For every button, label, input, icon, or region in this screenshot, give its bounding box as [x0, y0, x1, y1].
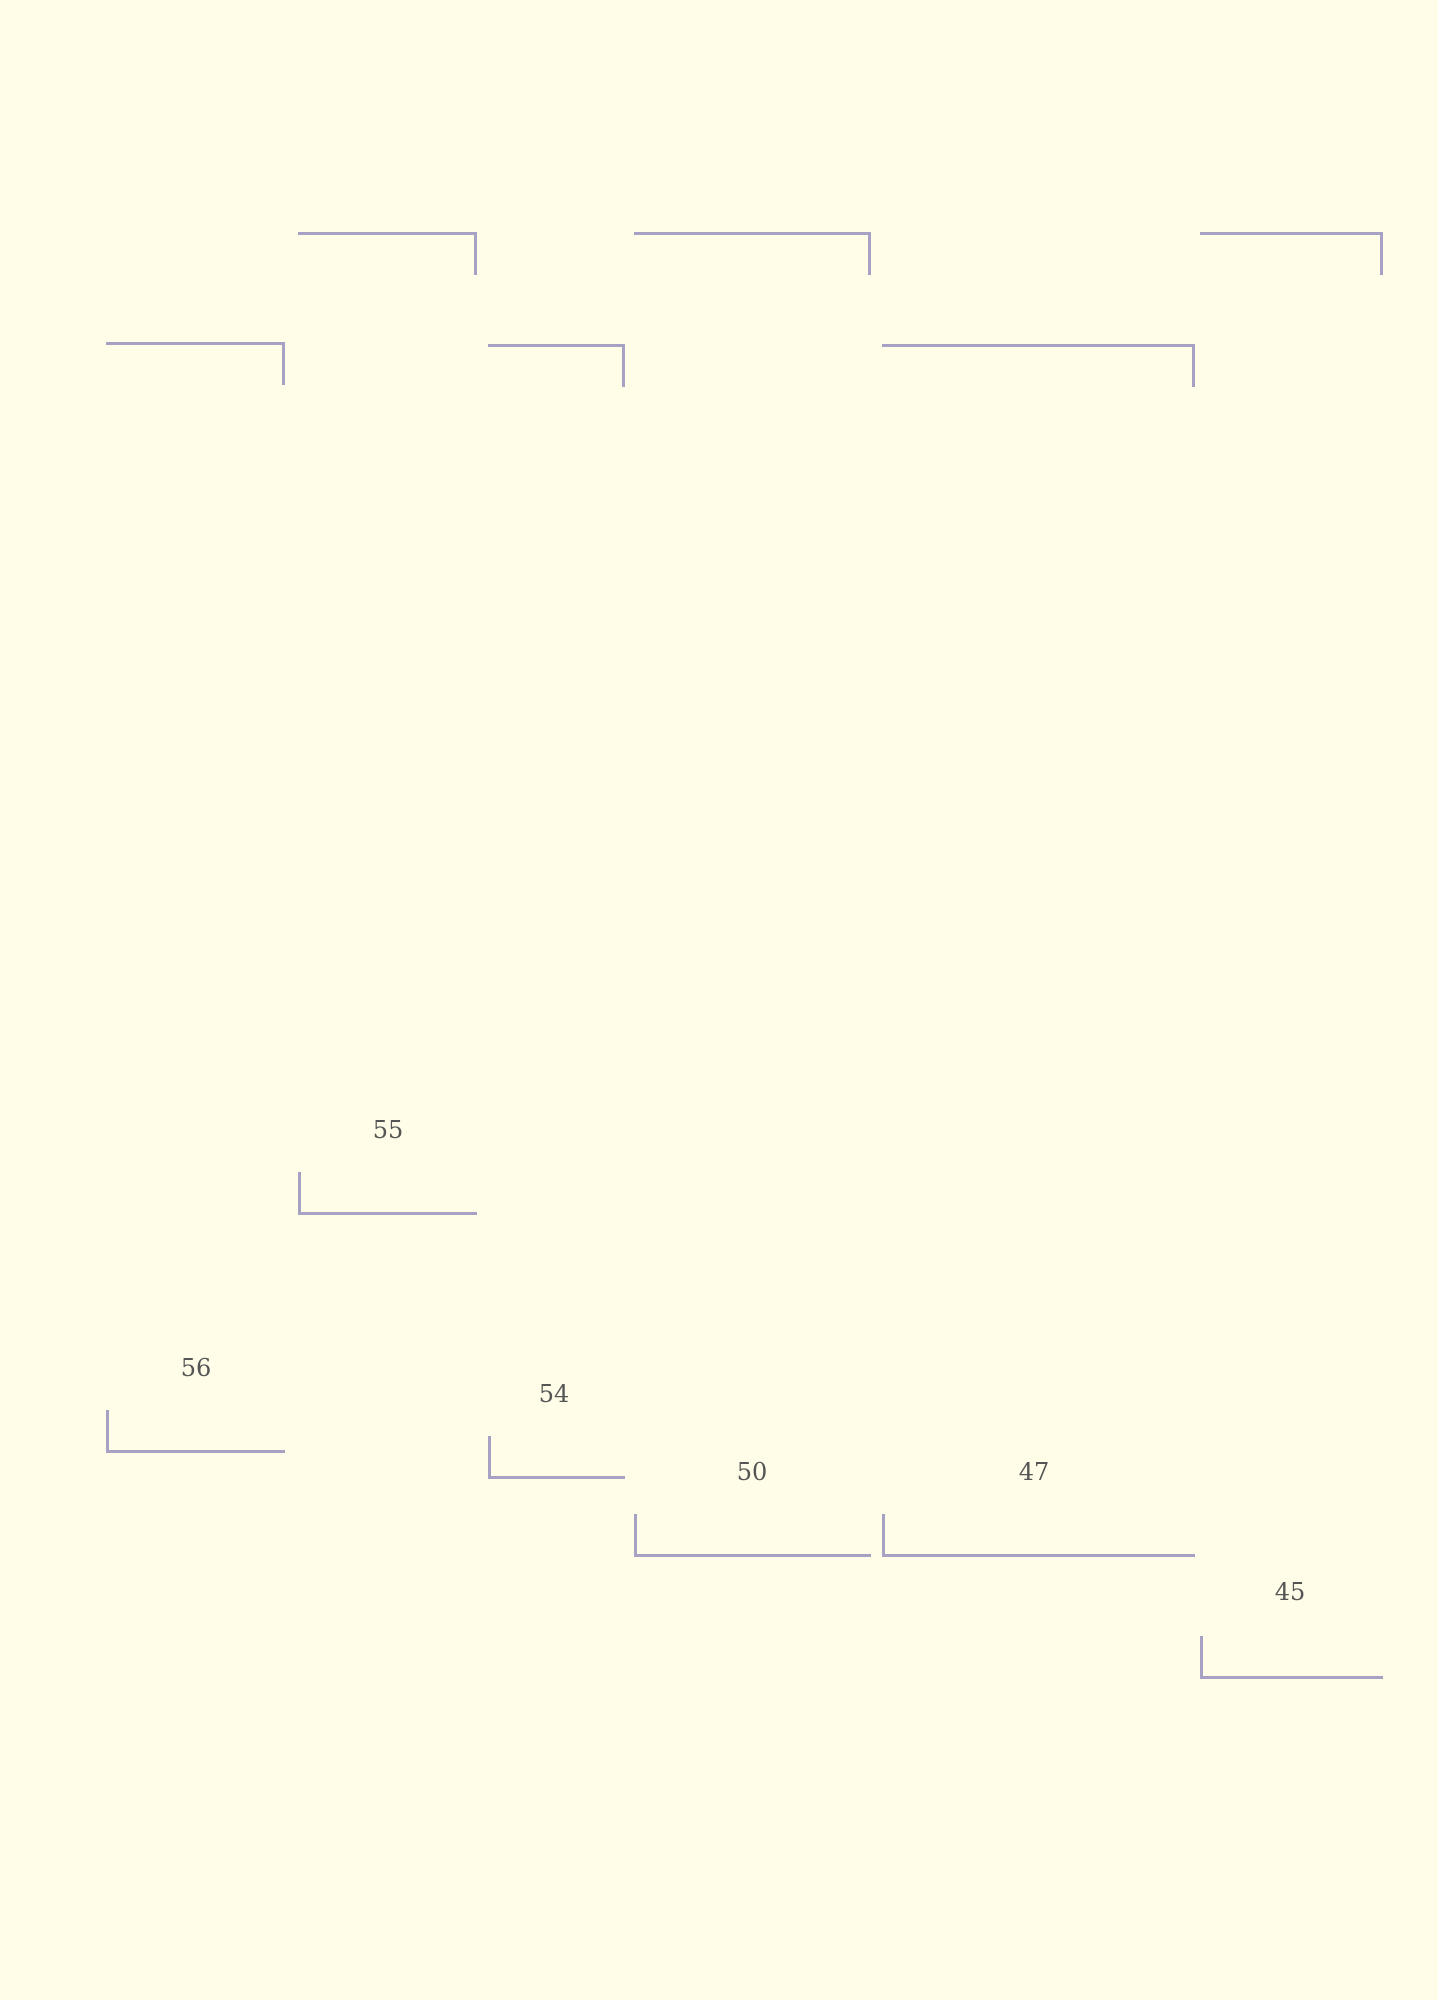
page-number: 50: [736, 1458, 768, 1486]
bracket-top: [298, 232, 477, 275]
bracket-bottom: [106, 1410, 285, 1453]
bracket-top: [882, 344, 1195, 387]
bracket-bottom: [1200, 1636, 1383, 1679]
page-number: 54: [538, 1380, 570, 1408]
bracket-bottom: [488, 1436, 625, 1479]
page-number: 47: [1018, 1458, 1050, 1486]
page-number: 45: [1274, 1578, 1306, 1606]
bracket-top: [106, 342, 285, 385]
page-number: 56: [180, 1354, 212, 1382]
page-number: 55: [372, 1116, 404, 1144]
bracket-bottom: [882, 1514, 1195, 1557]
bracket-top: [488, 344, 625, 387]
bracket-top: [1200, 232, 1383, 275]
bracket-bottom: [634, 1514, 871, 1557]
bracket-bottom: [298, 1172, 477, 1215]
bracket-top: [634, 232, 871, 275]
